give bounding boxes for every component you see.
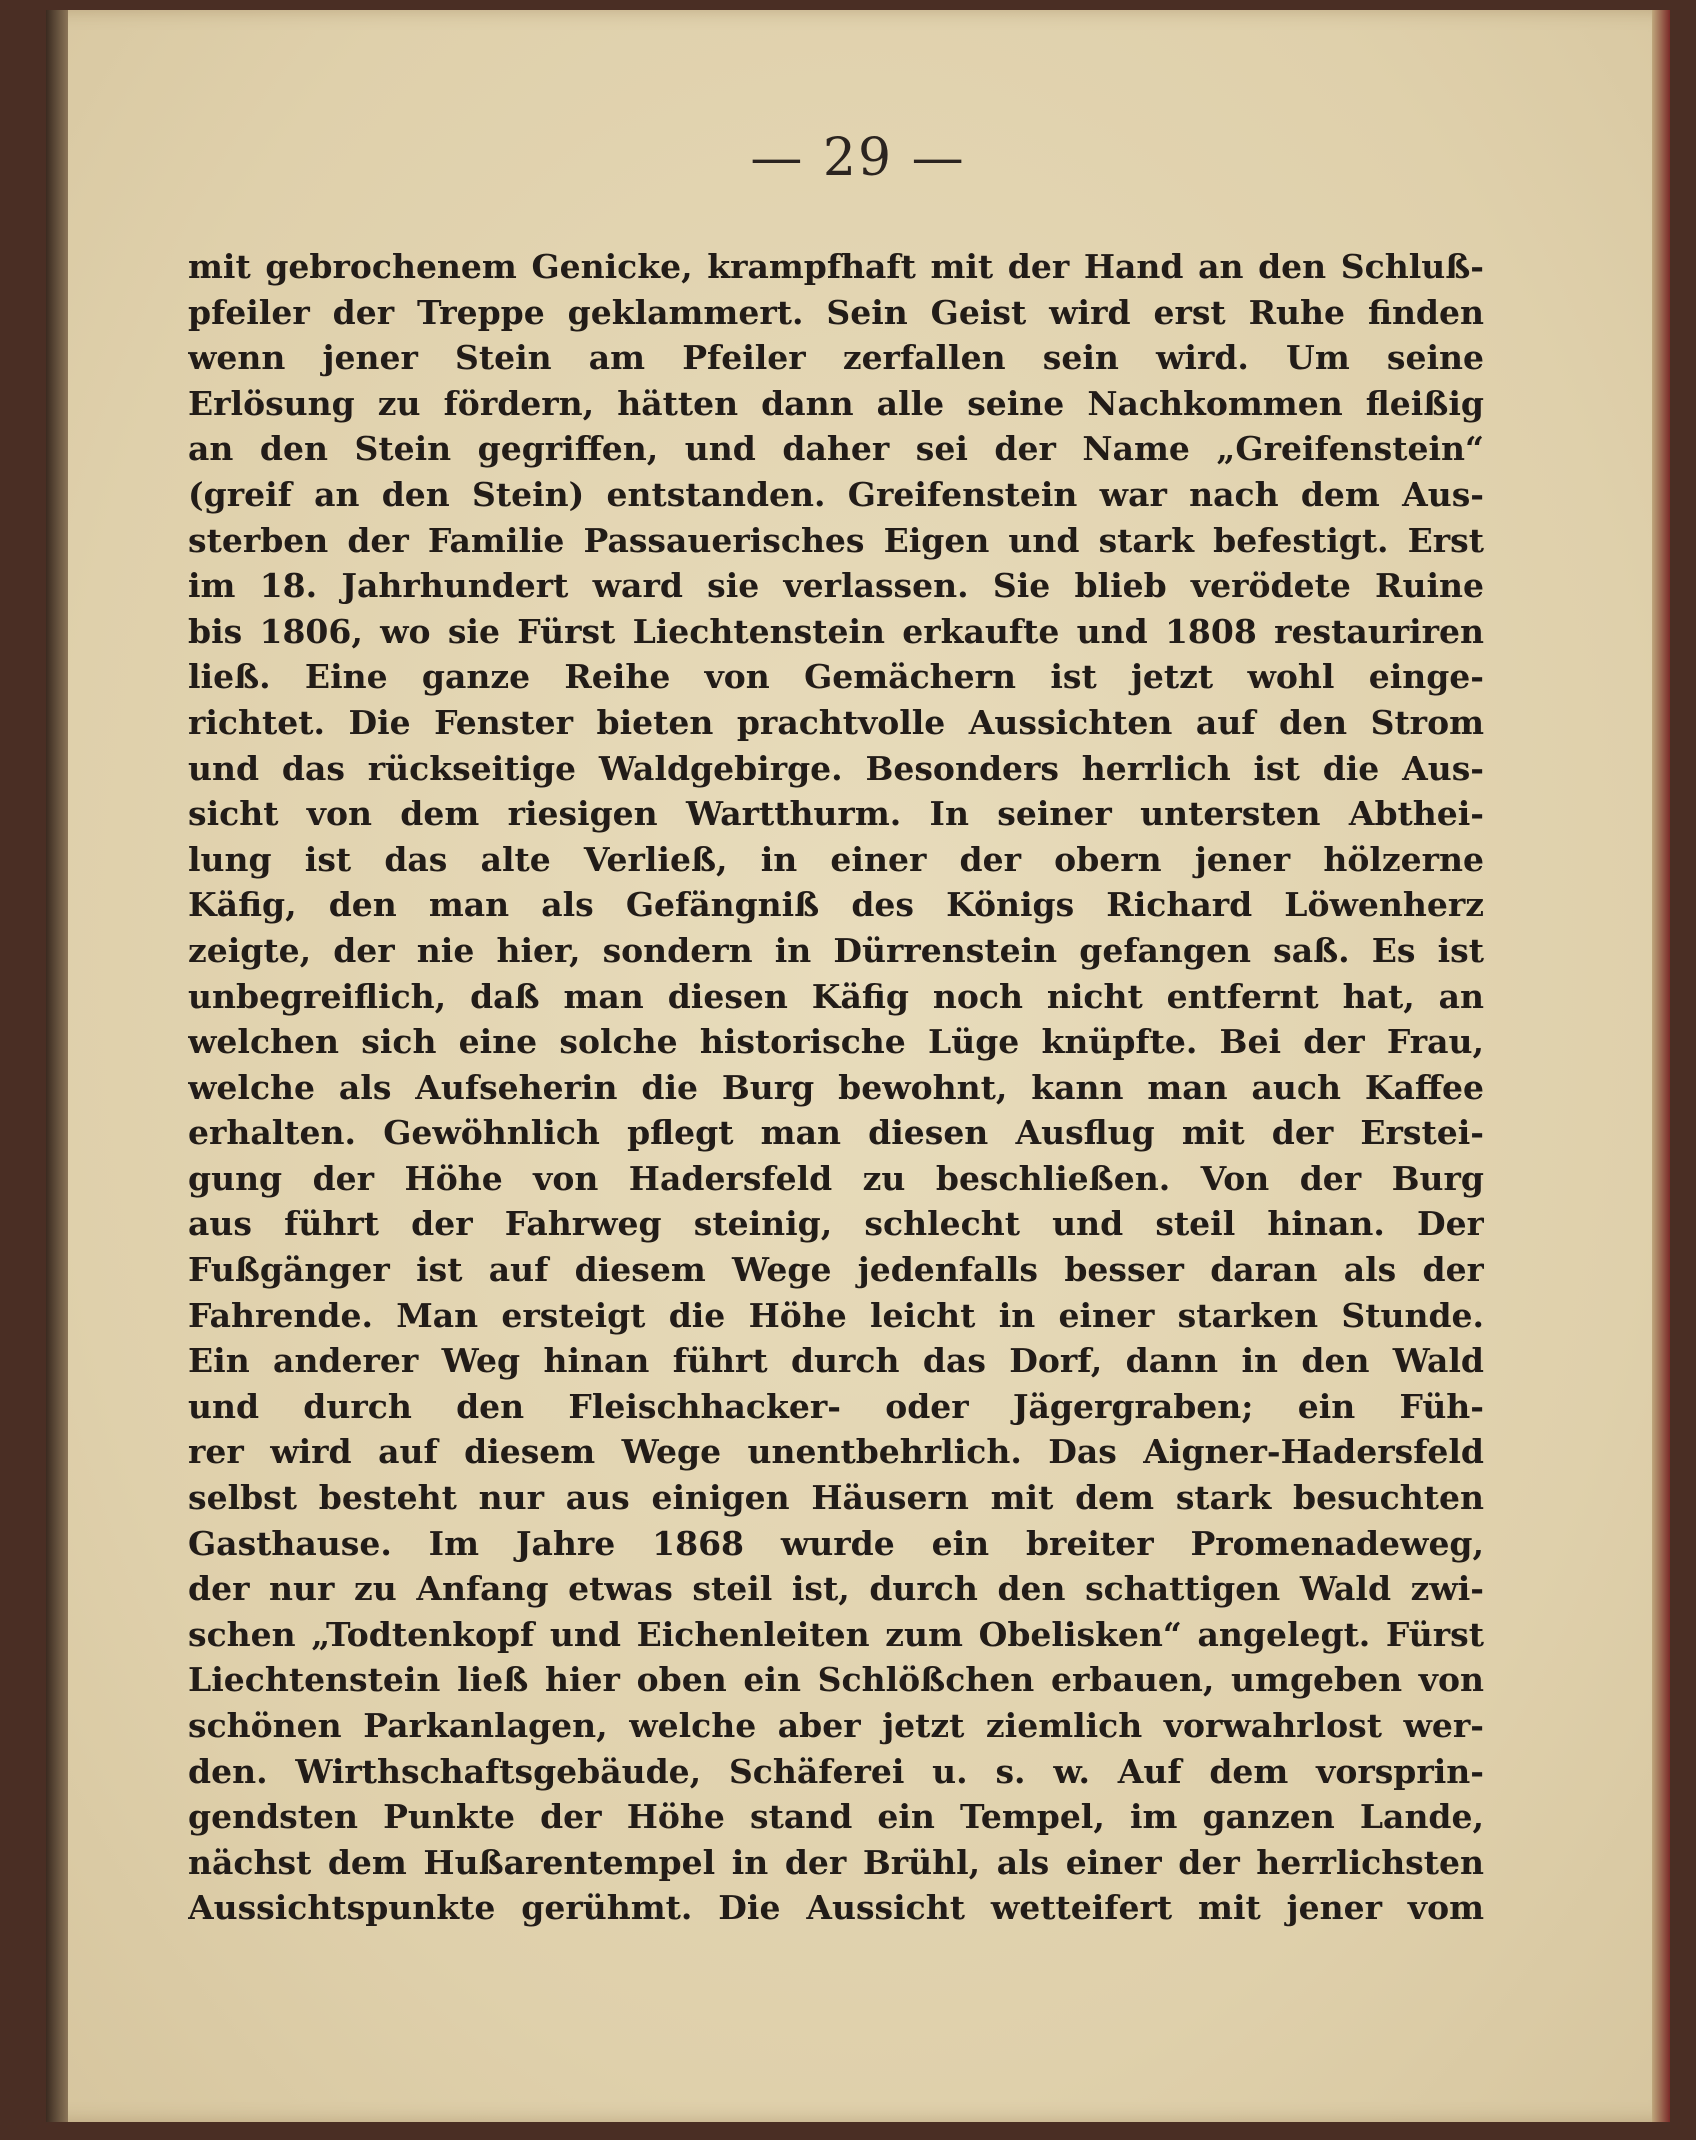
text-line: ließ. Eine ganze Reihe von Gemächern ist jetzt wohl einge- [188,657,1484,697]
text-line: der nur zu Anfang etwas steil ist, durch den schattigen Wald zwi- [188,1569,1484,1609]
text-line: welchen sich eine solche historische Lüge knüpfte. Bei der Frau, [188,1022,1484,1062]
text-line: pfeiler der Treppe geklammert. Sein Geist wird erst Ruhe finden [188,292,1484,332]
text-line: schönen Parkanlagen, welche aber jetzt ziemlich vorwahrlost wer- [188,1706,1484,1745]
text-line: Liechtenstein ließ hier oben ein Schlößchen erbauen, umgeben von [188,1660,1484,1700]
text-line: bis 1806, wo sie Fürst Liechtenstein erkaufte und 1808 restauriren [188,611,1484,651]
text-line: Aussichtspunkte gerühmt. Die Aussicht wetteifert mit jener vom [188,1888,1484,1928]
text-line: und das rückseitige Waldgebirge. Besonders herrlich ist die Aus- [188,748,1484,788]
text-line: schen „Todtenkopf und Eichenleiten zum Obelisken“ angelegt. Fürst [188,1614,1484,1654]
text-line: gendsten Punkte der Höhe stand ein Tempel, im ganzen Lande, [188,1797,1484,1837]
text-line: Ein anderer Weg hinan führt durch das Dorf, dann in den Wald [188,1341,1484,1381]
text-line: und durch den Fleischhacker- oder Jägergraben; ein Füh- [188,1386,1484,1426]
text-line: im 18. Jahrhundert ward sie verlassen. Sie blieb verödete Ruine [188,566,1484,606]
text-line: mit gebrochenem Genicke, krampfhaft mit der Hand an den Schluß- [188,247,1484,286]
text-line: sterben der Familie Passauerisches Eigen und stark befestigt. Erst [188,520,1484,560]
page-edge [1652,10,1670,2122]
text-line: den. Wirthschaftsgebäude, Schäferei u. s. w. Auf dem vorsprin- [188,1751,1484,1791]
text-line: nächst dem Hußarentempel in der Brühl, als einer der herrlichsten [188,1842,1484,1882]
text-line: (greif an den Stein) entstanden. Greifenstein war nach dem Aus- [188,474,1484,514]
text-line: zeigte, der nie hier, sondern in Dürrenstein gefangen saß. Es ist [188,930,1484,970]
page-number: — 29 — [750,128,966,188]
text-line: selbst besteht nur aus einigen Häusern mit dem stark besuchten [188,1478,1484,1518]
text-line: aus führt der Fahrweg steinig, schlecht und steil hinan. Der [188,1204,1484,1244]
text-line: an den Stein gegriffen, und daher sei der Name „Greifenstein“ [188,429,1484,469]
text-line: lung ist das alte Verließ, in einer der obern jener hölzerne [188,839,1484,879]
text-line: Erlösung zu fördern, hätten dann alle seine Nachkommen fleißig [188,383,1484,423]
text-line: richtet. Die Fenster bieten prachtvolle Aussichten auf den Strom [188,702,1484,742]
body-text [188,244,1484,1931]
text-line: Fahrende. Man ersteigt die Höhe leicht in einer starken Stunde. [188,1295,1484,1335]
page-gutter [46,10,68,2122]
text-line: sicht von dem riesigen Wartthurm. In seiner untersten Abthei- [188,794,1484,834]
text-line: Käfig, den man als Gefängniß des Königs Richard Löwenherz [188,885,1484,925]
text-line: unbegreiflich, daß man diesen Käfig noch nicht entfernt hat, an [188,976,1484,1016]
book-page [46,10,1670,2122]
text-line: Gasthause. Im Jahre 1868 wurde ein breiter Promenadeweg, [188,1523,1484,1563]
text-line: wenn jener Stein am Pfeiler zerfallen sein wird. Um seine [188,338,1484,378]
text-line: rer wird auf diesem Wege unentbehrlich. Das Aigner-Hadersfeld [188,1432,1484,1472]
text-line: gung der Höhe von Hadersfeld zu beschließen. Von der Burg [188,1158,1484,1198]
text-line: Fußgänger ist auf diesem Wege jedenfalls besser daran als der [188,1250,1484,1290]
text-line: erhalten. Gewöhnlich pflegt man diesen Ausflug mit der Erstei- [188,1113,1484,1153]
text-line: welche als Aufseherin die Burg bewohnt, kann man auch Kaffee [188,1067,1484,1107]
